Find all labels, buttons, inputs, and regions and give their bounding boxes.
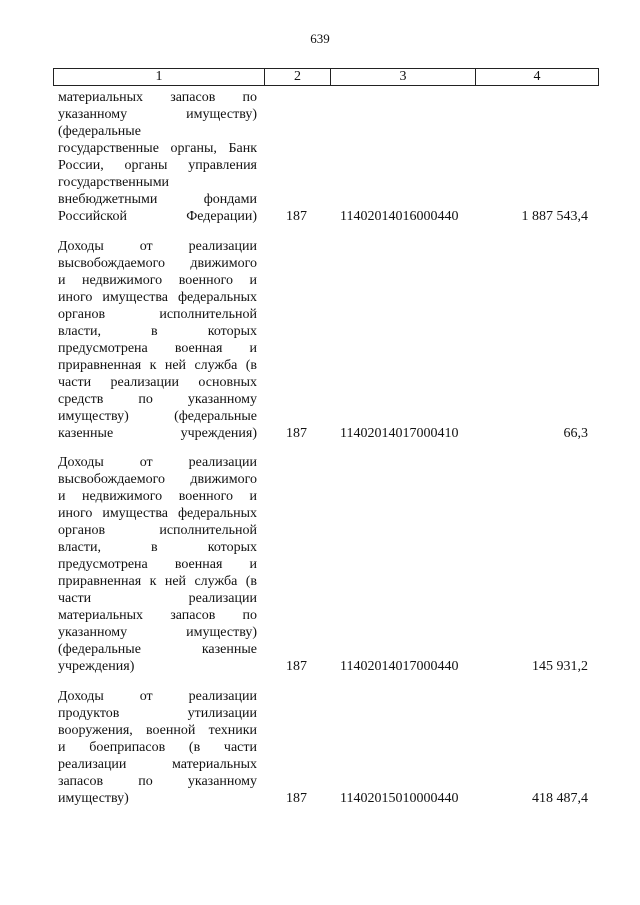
- row-description: Доходы от реализации высвобождаемого движимого и недвижимого военного и иного имущества федеральных органов исполнительной власти, в которых предусмотрена военная и приравненная к ней служба (в части реализации материальных запасов по указанному имуществу) (федеральные казенные учреждения): [58, 455, 257, 674]
- row-description: материальных запасов по указанному имуществу) (федеральные государственные органы, Банк России, органы управления государственными внебюджетными фондами Российской Федерации): [58, 90, 257, 224]
- row-amount: 418 487,4: [532, 791, 588, 806]
- row-kbk: 11402014017000410: [340, 426, 459, 441]
- table-row: [58, 454, 588, 675]
- row-amount: 145 931,2: [532, 659, 588, 674]
- table-row: [58, 89, 588, 225]
- table-row: [58, 688, 588, 807]
- row-kbk: 11402014016000440: [340, 209, 459, 224]
- row-amount: 1 887 543,4: [521, 209, 588, 224]
- row-code: 187: [286, 426, 307, 441]
- table-header: [53, 68, 599, 86]
- header-col-1: 1: [54, 69, 265, 85]
- row-kbk: 11402014017000440: [340, 659, 459, 674]
- page-number: 639: [310, 31, 330, 46]
- table-row: [58, 238, 588, 442]
- header-col-4: 4: [533, 69, 541, 84]
- row-code: 187: [286, 209, 307, 224]
- row-code: 187: [286, 659, 307, 674]
- header-col-3: 3: [331, 69, 476, 85]
- row-amount: 66,3: [563, 426, 588, 441]
- row-description: Доходы от реализации высвобождаемого движимого и недвижимого военного и иного имущества федеральных органов исполнительной власти, в которых предусмотрена военная и приравненная к ней служба (в части реализации основных средств по указанному имуществу) (федеральные казенные учреждения): [58, 239, 257, 441]
- row-kbk: 11402015010000440: [340, 791, 459, 806]
- row-description: Доходы от реализации продуктов утилизации вооружения, военной техники и боеприпасов (в части реализации материальных запасов по указанному имуществу): [58, 689, 257, 806]
- row-code: 187: [286, 791, 307, 806]
- header-col-2: 2: [265, 69, 331, 85]
